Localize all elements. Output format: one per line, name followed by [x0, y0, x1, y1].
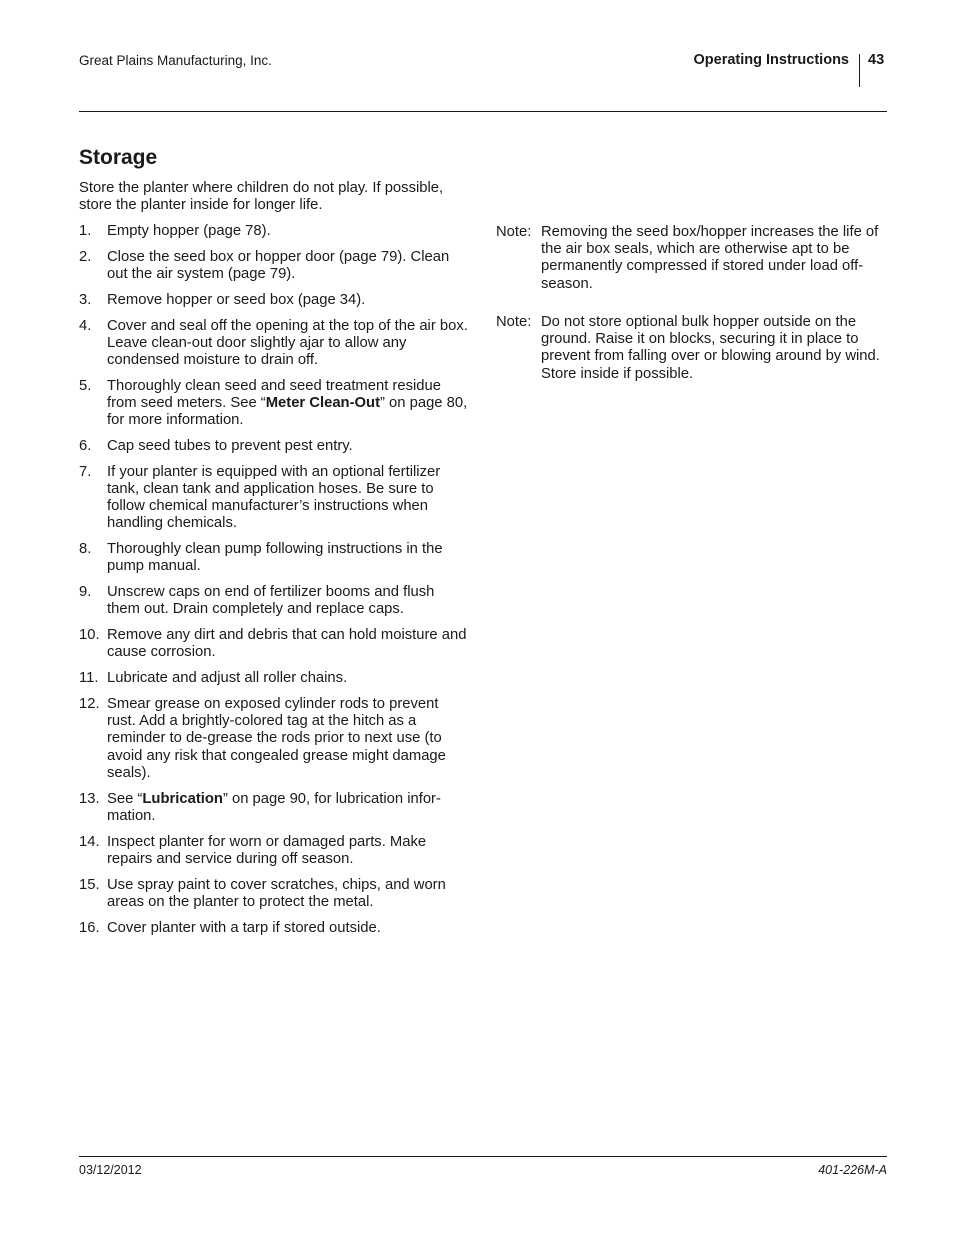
step-text [107, 464, 471, 533]
step-text [107, 696, 471, 782]
note-text: Removing the seed box/hopper increases the life of the air box seals, which are otherwise apt to be permanently compressed if stored under load off-season. [541, 224, 879, 292]
step-text-run: Cover planter with a tarp if stored outside. [107, 919, 381, 936]
step-text-run: Unscrew caps on end of fertilizer booms and flush them out. Drain completely and replace caps. [107, 584, 435, 618]
list-item [79, 584, 471, 618]
note-bulk-hopper [496, 314, 888, 383]
step-number: 6. [79, 438, 92, 454]
list-item [79, 834, 471, 868]
step-text-run: Use spray paint to cover scratches, chips, and worn areas on the planter to protect the metal. [107, 876, 446, 910]
step-text-run: Thoroughly clean pump following instructions in the pump manual. [107, 541, 443, 575]
step-text-run: Empty hopper (page 78). [107, 223, 271, 239]
step-number: 3. [79, 291, 92, 308]
note-seal-life [496, 224, 888, 293]
step-number: 4. [79, 317, 92, 334]
step-text [107, 249, 471, 283]
step-text-run: Cap seed tubes to prevent pest entry. [107, 438, 353, 454]
storage-steps-list [79, 223, 471, 945]
header-divider [859, 54, 860, 87]
list-item [79, 877, 471, 911]
list-item [79, 318, 471, 370]
step-number: 9. [79, 584, 92, 601]
step-number: 12. [79, 696, 100, 712]
step-number: 13. [79, 790, 100, 807]
step-number: 14. [79, 833, 100, 850]
step-text-run: See “ [107, 790, 143, 807]
step-number: 16. [79, 919, 100, 936]
list-item [79, 696, 471, 782]
step-text [107, 920, 471, 937]
step-text-run: ” on page 90, for lubrication infor-mation. [107, 790, 441, 824]
step-text [107, 292, 471, 309]
cross-reference: Meter Clean-Out [265, 395, 380, 411]
section-heading: Storage [79, 146, 158, 169]
step-text [107, 627, 471, 661]
note-label: Note: [496, 224, 532, 240]
step-text-run: Thoroughly clean seed and seed treatment residue from seed meters. See “ [107, 377, 441, 411]
list-item [79, 627, 471, 661]
intro-paragraph: Store the planter where children do not play. If possible, store the planter inside for longer life. [79, 180, 444, 214]
step-text-run: Inspect planter for worn or damaged parts. Make repairs and service during off season. [107, 833, 427, 867]
list-item [79, 223, 471, 240]
step-number: 11. [79, 670, 99, 687]
step-text [107, 877, 471, 911]
step-text [107, 318, 471, 370]
step-number: 5. [79, 377, 92, 394]
step-text [107, 223, 471, 240]
step-text-run: ” on page 80, for more information. [107, 395, 468, 429]
header-company: Great Plains Manufacturing, Inc. [79, 53, 272, 68]
note-label: Note: [496, 314, 532, 330]
step-text-run: Smear grease on exposed cylinder rods to prevent rust. Add a brightly-colored tag at the hitch as a reminder to de-grease the rods prior to next use (to avoid any risk that congealed grease might damage seals). [107, 696, 446, 781]
step-text [107, 378, 471, 430]
note-text: Do not store optional bulk hopper outside on the ground. Raise it on blocks, securing it in place to prevent from falling over or blowing around by wind. Store inside if possible. [541, 314, 880, 382]
footer-rule [79, 1156, 887, 1157]
step-text [107, 584, 471, 618]
step-text-run: Cover and seal off the opening at the top of the air box. Leave clean-out door slightly ajar to allow any condensed moisture to drain off. [107, 317, 468, 368]
step-text [107, 791, 471, 825]
step-number: 2. [79, 248, 92, 265]
header-rule [79, 111, 887, 112]
list-item [79, 438, 471, 455]
list-item [79, 541, 471, 575]
step-text [107, 834, 471, 868]
step-text [107, 670, 471, 687]
step-text [107, 438, 471, 455]
list-item [79, 292, 471, 309]
step-number: 10. [79, 627, 100, 644]
step-number: 7. [79, 463, 92, 480]
cross-reference: Lubrication [142, 790, 223, 807]
footer-document-number: 401-226M-A [818, 1163, 887, 1177]
step-number: 1. [79, 223, 92, 239]
step-text-run: Lubricate and adjust all roller chains. [107, 670, 348, 687]
step-text-run: If your planter is equipped with an optional fertilizer tank, clean tank and application hoses. Be sure to follow chemical manufacturer’s instructions when handling chemicals. [107, 463, 441, 532]
list-item [79, 920, 471, 937]
step-text-run: Remove hopper or seed box (page 34). [107, 291, 366, 308]
header-section-title: Operating Instructions [693, 52, 849, 68]
step-number: 8. [79, 541, 92, 558]
step-text-run: Close the seed box or hopper door (page 79). Clean out the air system (page 79). [107, 248, 450, 282]
list-item [79, 249, 471, 283]
footer-date: 03/12/2012 [79, 1163, 142, 1177]
page-number: 43 [868, 52, 885, 68]
list-item [79, 791, 471, 825]
step-number: 15. [79, 876, 100, 893]
step-text [107, 541, 471, 575]
step-text-run: Remove any dirt and debris that can hold moisture and cause corrosion. [107, 627, 467, 661]
list-item [79, 464, 471, 533]
list-item [79, 378, 471, 430]
list-item [79, 670, 471, 687]
